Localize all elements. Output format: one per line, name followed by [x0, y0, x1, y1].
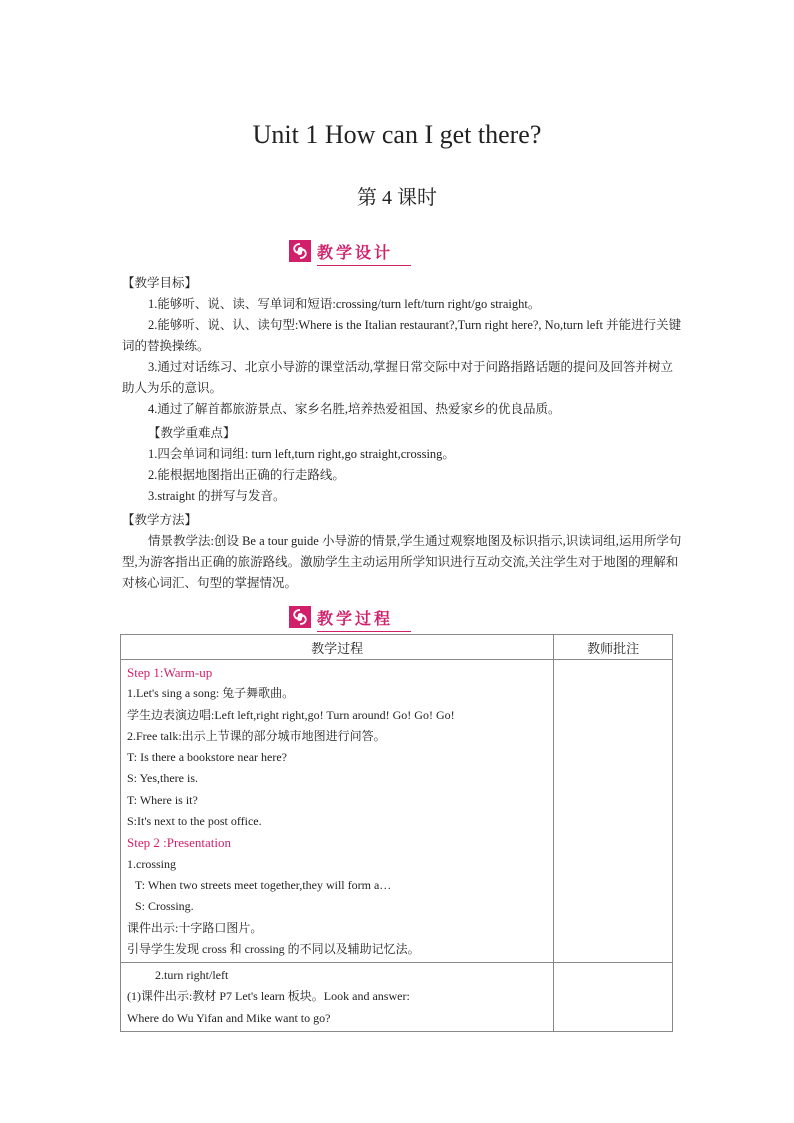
step-heading: Step 1:Warm-up [127, 665, 213, 680]
process-line: 学生边表演边唱:Left left,right right,go! Turn around! Go! Go! Go! [127, 707, 455, 722]
methods-text: 情景教学法:创设 Be a tour guide 小导游的情景,学生通过观察地图及标识指示,识读词组,运用所学句型,为游客指出正确的旅游路线。激励学生主动运用所学知识进行互动交流,关注学生对于地图的理解和对核心词汇、句型的掌握情况。 [122, 534, 682, 590]
process-line: S: Yes,there is. [127, 771, 199, 786]
lesson-number: 第 4 课时 [357, 187, 437, 209]
objective-item: 1.能够听、说、读、写单词和短语:crossing/turn left/turn right/go straight。 [148, 297, 541, 311]
process-line: 课件出示:十字路口图片。 [127, 920, 263, 935]
process-line: T: Is there a bookstore near here? [127, 750, 287, 765]
objective-item: 3.通过对话练习、北京小导游的课堂活动,掌握日常交际中对于问路指路话题的提问及回答并树立助人为乐的意识。 [122, 360, 674, 395]
process-line: Where do Wu Yifan and Mike want to go? [127, 1010, 331, 1025]
process-cell [121, 660, 554, 963]
process-line: 1.crossing [127, 856, 176, 871]
table-row [121, 660, 673, 963]
teaching-design-banner [289, 239, 411, 263]
process-table [120, 634, 673, 1032]
process-line: (1)课件出示:教材 P7 Let's learn 板块。Look and answer: [127, 989, 410, 1004]
header-process: 教学过程 [121, 635, 554, 660]
keypoints-section [122, 423, 682, 507]
keypoint-item: 3.straight 的拼写与发音。 [148, 489, 286, 503]
objective-item: 2.能够听、说、认、读句型:Where is the Italian restaurant?,Turn right here?, No,turn left 并能进行关键词的替换操练。 [122, 318, 682, 353]
process-cell [121, 963, 554, 1032]
keypoint-item: 2.能根据地图指出正确的行走路线。 [148, 468, 345, 482]
notes-cell [554, 660, 673, 963]
teaching-process-banner [289, 605, 411, 629]
objective-item: 4.通过了解首都旅游景点、家乡名胜,培养热爱祖国、热爱家乡的优良品质。 [148, 402, 561, 416]
table-row [121, 963, 673, 1032]
process-line: T: Where is it? [127, 792, 198, 807]
objectives-heading: 【教学目标】 [122, 276, 198, 290]
methods-section [122, 510, 682, 594]
process-line: 1.Let's sing a song: 兔子舞歌曲。 [127, 686, 295, 701]
keypoint-item: 1.四会单词和词组: turn left,turn right,go straight,crossing。 [148, 447, 455, 461]
process-line: T: When two streets meet together,they will form a… [135, 877, 392, 892]
process-line: 2.turn right/left [155, 968, 229, 983]
process-line: 2.Free talk:出示上节课的部分城市地图进行问答。 [127, 728, 386, 743]
keypoints-heading: 【教学重难点】 [148, 426, 236, 440]
process-line: S:It's next to the post office. [127, 814, 262, 829]
pink-swirl-icon [289, 240, 311, 262]
methods-heading: 【教学方法】 [122, 513, 198, 527]
table-header-row [121, 635, 673, 660]
banner-underline [317, 631, 411, 632]
process-line: 引导学生发现 cross 和 crossing 的不同以及辅助记忆法。 [127, 941, 420, 956]
notes-cell [554, 963, 673, 1032]
objectives-section [122, 273, 682, 420]
banner-underline [317, 265, 411, 266]
step-heading: Step 2 :Presentation [127, 835, 231, 851]
banner-title: 教学过程 [317, 608, 394, 628]
banner-title: 教学设计 [317, 242, 394, 262]
header-notes: 教师批注 [554, 635, 673, 660]
process-line: S: Crossing. [135, 899, 194, 914]
page-title: Unit 1 How can I get there? [252, 120, 542, 149]
pink-swirl-icon [289, 606, 311, 628]
